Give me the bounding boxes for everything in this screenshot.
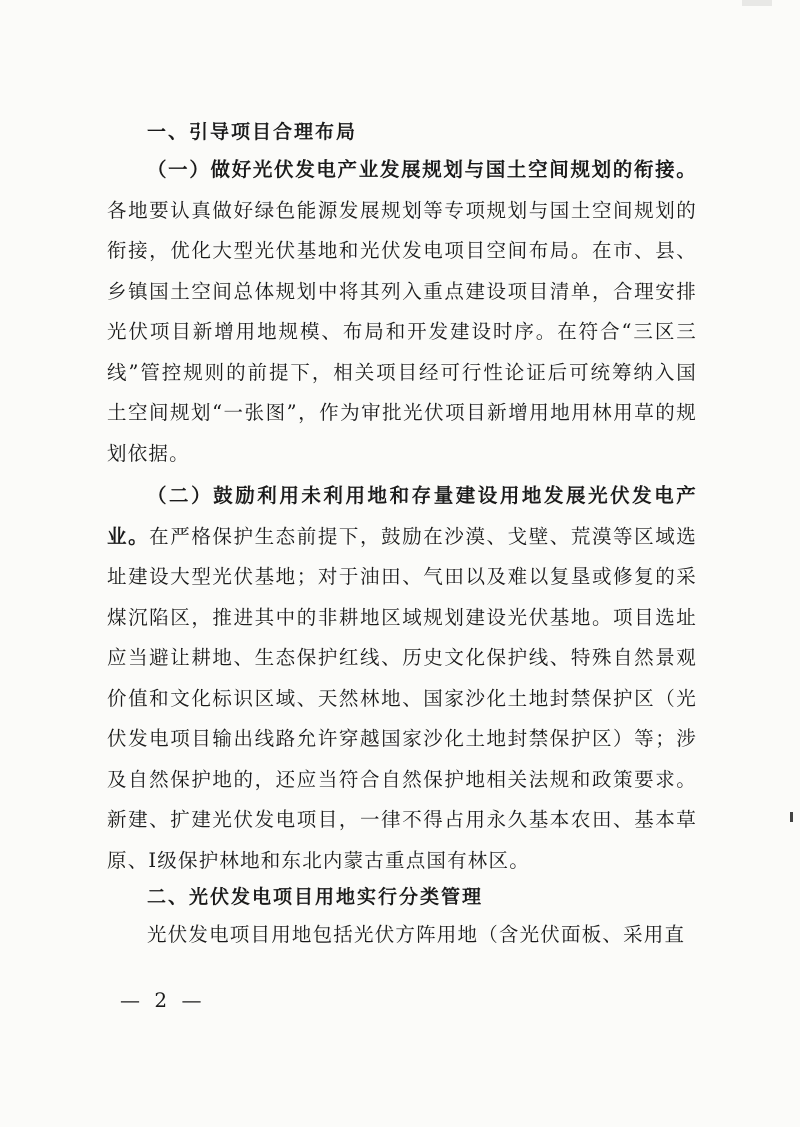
paragraph-3: 光伏发电项目用地包括光伏方阵用地（含光伏面板、采用直 — [147, 923, 686, 946]
section-heading-2: 二、光伏发电项目用地实行分类管理 — [147, 886, 484, 908]
paragraph-1-lead: （一）做好光伏发电产业发展规划与国土空间规划的衔接。 — [147, 158, 697, 181]
scan-artifact-edge — [790, 812, 793, 822]
paragraph-2-body: 在严格保护生态前提下，鼓励在沙漠、戈壁、荒漠等区域选址建设大型光伏基地；对于油田、气田以及难以复垦或修复的采煤沉陷区，推进其中的非耕地区域规划建设光伏基地。项目选址应当避让耕地、生态保护红线、历史文化保护线、特殊自然景观价值和文化标识区域、天然林地、国家沙化土地封禁保护区（光伏发电项目输出线路允许穿越国家沙化土地封禁保护区）等；涉及自然保护地的，还应当符合自然保护地相关法规和政策要求。新建、扩建光伏发电项目，一律不得占用永久基本农田、基本草原、Ⅰ级保护林地和东北内蒙古重点国有林区。 — [107, 524, 697, 872]
paragraph-2-lead: （二）鼓励利用未利用地和存量建设用地发展光伏发电产业。 — [107, 484, 697, 548]
paragraph-1-body: 各地要认真做好绿色能源发展规划等专项规划与国土空间规划的衔接，优化大型光伏基地和光伏发电项目空间布局。在市、县、乡镇国土空间总体规划中将其列入重点建设项目清单，合理安排光伏项目新增用地规模、布局和开发建设时序。在符合“三区三线”管控规则的前提下，相关项目经可行性论证后可统筹纳入国土空间规划“一张图”，作为审批光伏项目新增用地用林用草的规划依据。 — [107, 198, 697, 465]
page-number: — 2 — — [120, 988, 206, 1012]
paragraph-2 — [107, 476, 697, 881]
scan-artifact — [742, 0, 772, 6]
paragraph-1 — [107, 150, 697, 474]
document-body — [107, 118, 697, 956]
section-heading-1: 一、引导项目合理布局 — [147, 121, 358, 143]
